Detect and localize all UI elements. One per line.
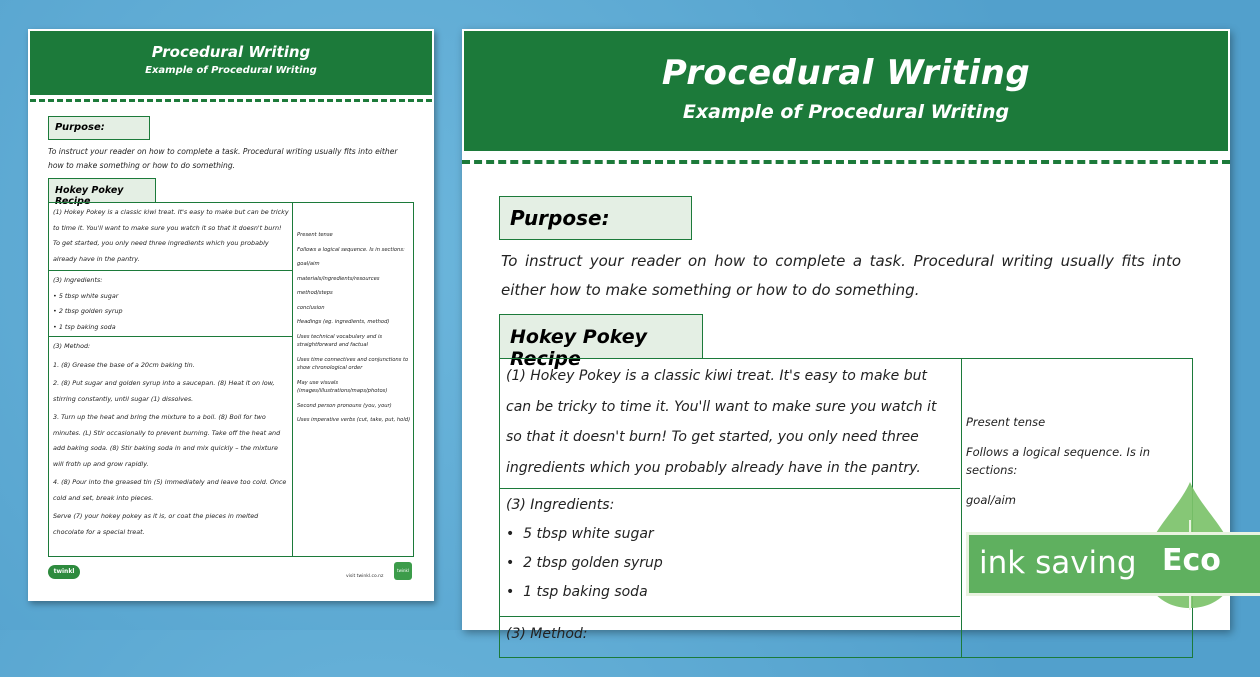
thumbnail-subtitle: Example of Procedural Writing [145, 65, 317, 76]
list-item: • 2 tbsp golden syrup [506, 555, 663, 571]
feature-note: Uses imperative verbs (cut, take, put, hold) [297, 417, 411, 423]
feature-note: goal/aim [297, 261, 320, 267]
intro-cell: (1) Hokey Pokey is a classic kiwi treat. It's easy to make but can be tricky to time it. You'll want to make sure you watch it so that it doesn't burn! To get started, you only need three ingredients which you probably already have in the pantry. [500, 359, 960, 489]
thumbnail-method-heading: (3) Method: [53, 342, 91, 350]
thumbnail-ingredients-heading: (3) Ingredients: [53, 276, 103, 284]
feature-note: May use visuals (images/illustrations/maps/photos) [297, 379, 388, 394]
thumbnail-ingredients-cell [49, 271, 293, 337]
method-step: 1. (8) Grease the base of a 20cm baking tin. [53, 360, 195, 369]
eco-badge-text: Eco [1162, 543, 1221, 578]
twinkl-logo: twinkl [48, 565, 80, 579]
recipe-text-column [500, 359, 962, 657]
feature-note: materials/ingredients/resources [297, 275, 380, 282]
feature-note: conclusion [297, 304, 325, 311]
method-step: 2. (8) Put sugar and golden syrup into a saucepan. (8) Heat it on low, stirring constantly, until sugar (1) dissolves. [53, 379, 275, 403]
page-subtitle: Example of Procedural Writing [682, 101, 1010, 123]
thumbnail-purpose-label: Purpose: [48, 116, 150, 140]
page-header [464, 31, 1228, 151]
footer-url: visit twinkl.co.nz [346, 574, 384, 579]
list-item: • 2 tbsp golden syrup [53, 307, 123, 315]
thumbnail-features-column [297, 231, 412, 431]
thumbnail-title: Procedural Writing [151, 43, 311, 61]
feature-note: goal/aim [966, 493, 1016, 507]
dashed-divider [462, 160, 1230, 164]
list-item: • 5 tbsp white sugar [53, 291, 119, 300]
method-heading: (3) Method: [506, 626, 588, 642]
feature-note: Present tense [297, 232, 333, 238]
purpose-label: Purpose: [499, 196, 692, 240]
list-item: • 1 tsp baking soda [53, 322, 116, 331]
page-title: Procedural Writing [661, 53, 1031, 93]
feature-note: Uses time connectives and conjunctions to show chronological order [297, 356, 409, 371]
feature-note: Uses technical vocabulary and is straightforward and factual [297, 333, 383, 348]
feature-note: method/steps [297, 290, 333, 296]
feature-note: Headings (eg. ingredients, method) [297, 319, 390, 325]
thumbnail-recipe-label: Hokey Pokey Recipe [48, 178, 156, 202]
thumbnail-recipe-table [48, 202, 414, 557]
ingredients-cell [500, 489, 960, 617]
feature-note: Follows a logical sequence. Is in sections: [297, 246, 405, 253]
list-item: • 1 tsp baking soda [506, 584, 648, 600]
method-cell [500, 617, 960, 677]
method-step: 3. Turn up the heat and bring the mixture to a boil. (8) Boil for two minutes. (L) Stir occasionally to prevent burning. Take off the heat and add baking soda. (8) Stir baking soda in and mix quickly – the mixture will froth up and grow rapidly. [53, 413, 281, 468]
thumbnail-intro-cell: (1) Hokey Pokey is a classic kiwi treat. It's easy to make but can be tricky to time it. You'll want to make sure you watch it so that it doesn't burn! To get started, you only need three ingredients which you probably already have in the pantry. [49, 203, 293, 271]
purpose-text: To instruct your reader on how to complete a task. Procedural writing usually fits into either how to make something or how to do something. [501, 252, 1181, 299]
ingredients-heading: (3) Ingredients: [506, 497, 615, 513]
footer-badge-icon: twinkl [394, 562, 412, 580]
method-step: 4. (8) Pour into the greased tin (5) immediately and leave too cold. Once cold and set, break into pieces. [53, 478, 287, 502]
ink-saving-text: ink saving [979, 545, 1137, 581]
thumbnail-purpose-text: To instruct your reader on how to complete a task. Procedural writing usually fits into either how to make something or how to do something. [48, 147, 398, 170]
thumbnail-method-cell [49, 337, 293, 558]
method-step: Serve (7) your hokey pokey as it is, or coat the pieces in melted chocolate for a special treat. [53, 512, 259, 536]
recipe-table [499, 358, 1193, 658]
feature-note: Follows a logical sequence. Is in sections: [966, 445, 1151, 477]
thumbnail-dashed-divider [30, 99, 432, 102]
recipe-label: Hokey Pokey Recipe [499, 314, 703, 359]
thumbnail-recipe-text-column [49, 203, 293, 556]
feature-note: Present tense [966, 415, 1046, 429]
thumbnail-header [30, 31, 432, 95]
feature-note: Second person pronouns (you, your) [297, 402, 392, 409]
list-item: • 5 tbsp white sugar [506, 526, 654, 542]
thumbnail-page [28, 29, 434, 601]
